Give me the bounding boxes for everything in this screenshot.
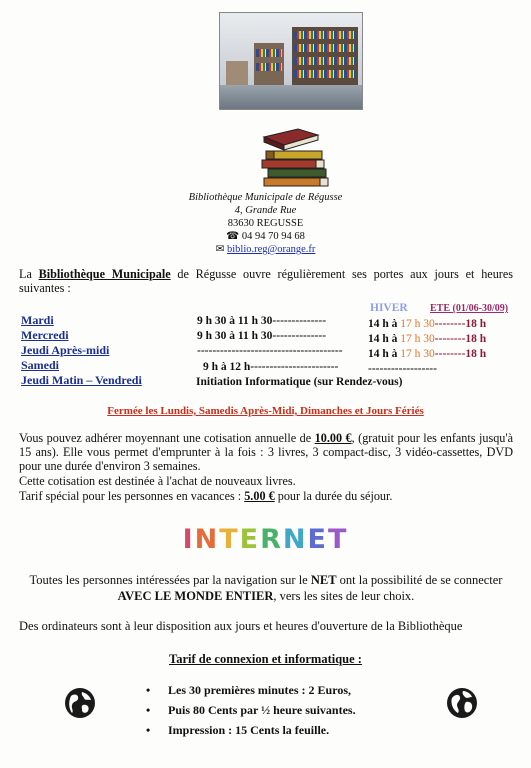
tarif-text: Les 30 premières minutes : 2 Euros, bbox=[168, 683, 351, 697]
closed-notice: Fermée les Lundis, Samedis Après-Midi, Dimanches et Jours Fériés bbox=[107, 405, 424, 417]
phone-line bbox=[0, 230, 531, 243]
special-rate-line bbox=[19, 489, 513, 503]
day-mercredi: Mercredi bbox=[21, 328, 69, 342]
afternoon-mardi bbox=[368, 318, 486, 330]
afternoon-winter: 17 h 30 bbox=[400, 318, 435, 330]
intro-paragraph bbox=[19, 267, 513, 295]
library-name-emphasis: Bibliothèque Municipale bbox=[38, 267, 171, 281]
afternoon-sep: -------- bbox=[434, 348, 466, 360]
globe-icon bbox=[445, 686, 479, 720]
membership-text-after: , (gratuit pour les enfants jusqu'à 15 ans). Elle vous permet d'emprunter à la fois : 3 livres, 3 compact-disc, 3 vidéo-cassettes, DVD pour une durée d'environ 3 semaines. bbox=[19, 431, 514, 473]
membership-text: Vous pouvez adhérer moyennant une cotisation annuelle de bbox=[19, 431, 315, 445]
afternoon-summer: 18 h bbox=[465, 348, 487, 360]
afternoon-sep: -------- bbox=[434, 333, 466, 345]
afternoon-mercredi bbox=[368, 333, 486, 345]
special-fee: 5.00 € bbox=[244, 489, 275, 503]
phone-icon: ☎ bbox=[226, 231, 240, 242]
afternoon-start: 14 h à bbox=[368, 348, 401, 360]
day-mardi: Mardi bbox=[21, 313, 54, 327]
tarif-text: Impression : 15 Cents la feuille. bbox=[168, 723, 330, 737]
afternoon-sep: -------- bbox=[434, 318, 466, 330]
hiver-label: HIVER bbox=[370, 302, 408, 314]
books-stack-icon bbox=[258, 123, 338, 187]
intro-text-after: de Régusse ouvre régulièrement ses portes aux jours et heures suivantes : bbox=[19, 267, 513, 295]
internet-text-mid: ont la possibilité de se connecter bbox=[336, 573, 503, 587]
internet-letter: N bbox=[282, 524, 308, 555]
internet-title bbox=[0, 524, 531, 555]
tarif-item bbox=[146, 720, 356, 740]
afternoon-winter: 17 h 30 bbox=[400, 348, 435, 360]
internet-letter: T bbox=[219, 524, 240, 555]
afternoon-jeudi bbox=[368, 348, 486, 360]
computers-paragraph: Des ordinateurs sont à leur disposition aux jours et heures d'ouverture de la Bibliothèque bbox=[19, 619, 463, 633]
library-name: Bibliothèque Municipale de Régusse bbox=[188, 192, 343, 203]
ete-label: ETE (01/06-30/09) bbox=[430, 303, 509, 314]
email-link[interactable]: biblio.reg@orange.fr bbox=[227, 244, 316, 255]
tarif-item bbox=[146, 680, 356, 700]
afternoon-start: 14 h à bbox=[368, 318, 401, 330]
afternoon-summer: 18 h bbox=[465, 333, 487, 345]
internet-letter: R bbox=[260, 524, 283, 555]
tarif-heading: Tarif de connexion et informatique : bbox=[169, 652, 362, 666]
envelope-icon: ✉ bbox=[215, 244, 225, 255]
street-address: 4, Grande Rue bbox=[234, 205, 297, 216]
intro-text: La bbox=[19, 267, 39, 281]
internet-text-after: , vers les sites de leur choix. bbox=[273, 589, 415, 603]
afternoon-samedi: ------------------ bbox=[368, 363, 437, 375]
internet-letter: E bbox=[307, 524, 328, 555]
net-emphasis: NET bbox=[310, 573, 337, 587]
morning-mardi: 9 h 30 à 11 h 30-------------- bbox=[197, 315, 327, 327]
afternoon-winter: 17 h 30 bbox=[400, 333, 435, 345]
address-block bbox=[0, 191, 531, 256]
internet-letter: E bbox=[239, 524, 261, 555]
globe-icon bbox=[63, 686, 97, 720]
day-jeudi-apres-midi: Jeudi Après-midi bbox=[21, 343, 110, 357]
tarif-list bbox=[146, 680, 356, 740]
initiation-informatique: Initiation Informatique (sur Rendez-vous) bbox=[196, 376, 403, 388]
phone-number: 04 94 70 94 68 bbox=[241, 231, 305, 242]
tarif-text: Puis 80 Cents par ½ heure suivantes. bbox=[168, 703, 356, 717]
world-emphasis: AVEC LE MONDE ENTIER bbox=[117, 589, 274, 603]
day-samedi: Samedi bbox=[21, 358, 60, 372]
day-jeudi-matin-vendredi: Jeudi Matin – Vendredi bbox=[21, 373, 142, 387]
membership-fee: 10.00 € bbox=[314, 431, 352, 445]
morning-mercredi: 9 h 30 à 11 h 30-------------- bbox=[197, 330, 327, 342]
email-line bbox=[0, 243, 531, 256]
special-rate-text-after: pour la durée du séjour. bbox=[274, 489, 393, 503]
afternoon-start: 14 h à bbox=[368, 333, 401, 345]
city-address: 83630 REGUSSE bbox=[227, 218, 304, 229]
tarif-item bbox=[146, 700, 356, 720]
internet-letter: N bbox=[194, 524, 220, 555]
membership-purpose: Cette cotisation est destinée à l'achat de nouveaux livres. bbox=[19, 474, 296, 488]
special-rate-text: Tarif spécial pour les personnes en vacances : bbox=[19, 489, 245, 503]
morning-jeudi: -------------------------------------- bbox=[197, 345, 343, 357]
internet-paragraph bbox=[26, 572, 506, 604]
internet-letter: I bbox=[182, 524, 195, 555]
afternoon-summer: 18 h bbox=[465, 318, 487, 330]
internet-letter: T bbox=[327, 524, 349, 555]
library-photo bbox=[219, 12, 363, 110]
membership-paragraph bbox=[19, 431, 513, 473]
internet-text: Toutes les personnes intéressées par la navigation sur le bbox=[29, 573, 311, 587]
morning-samedi: 9 h à 12 h----------------------- bbox=[203, 361, 339, 373]
